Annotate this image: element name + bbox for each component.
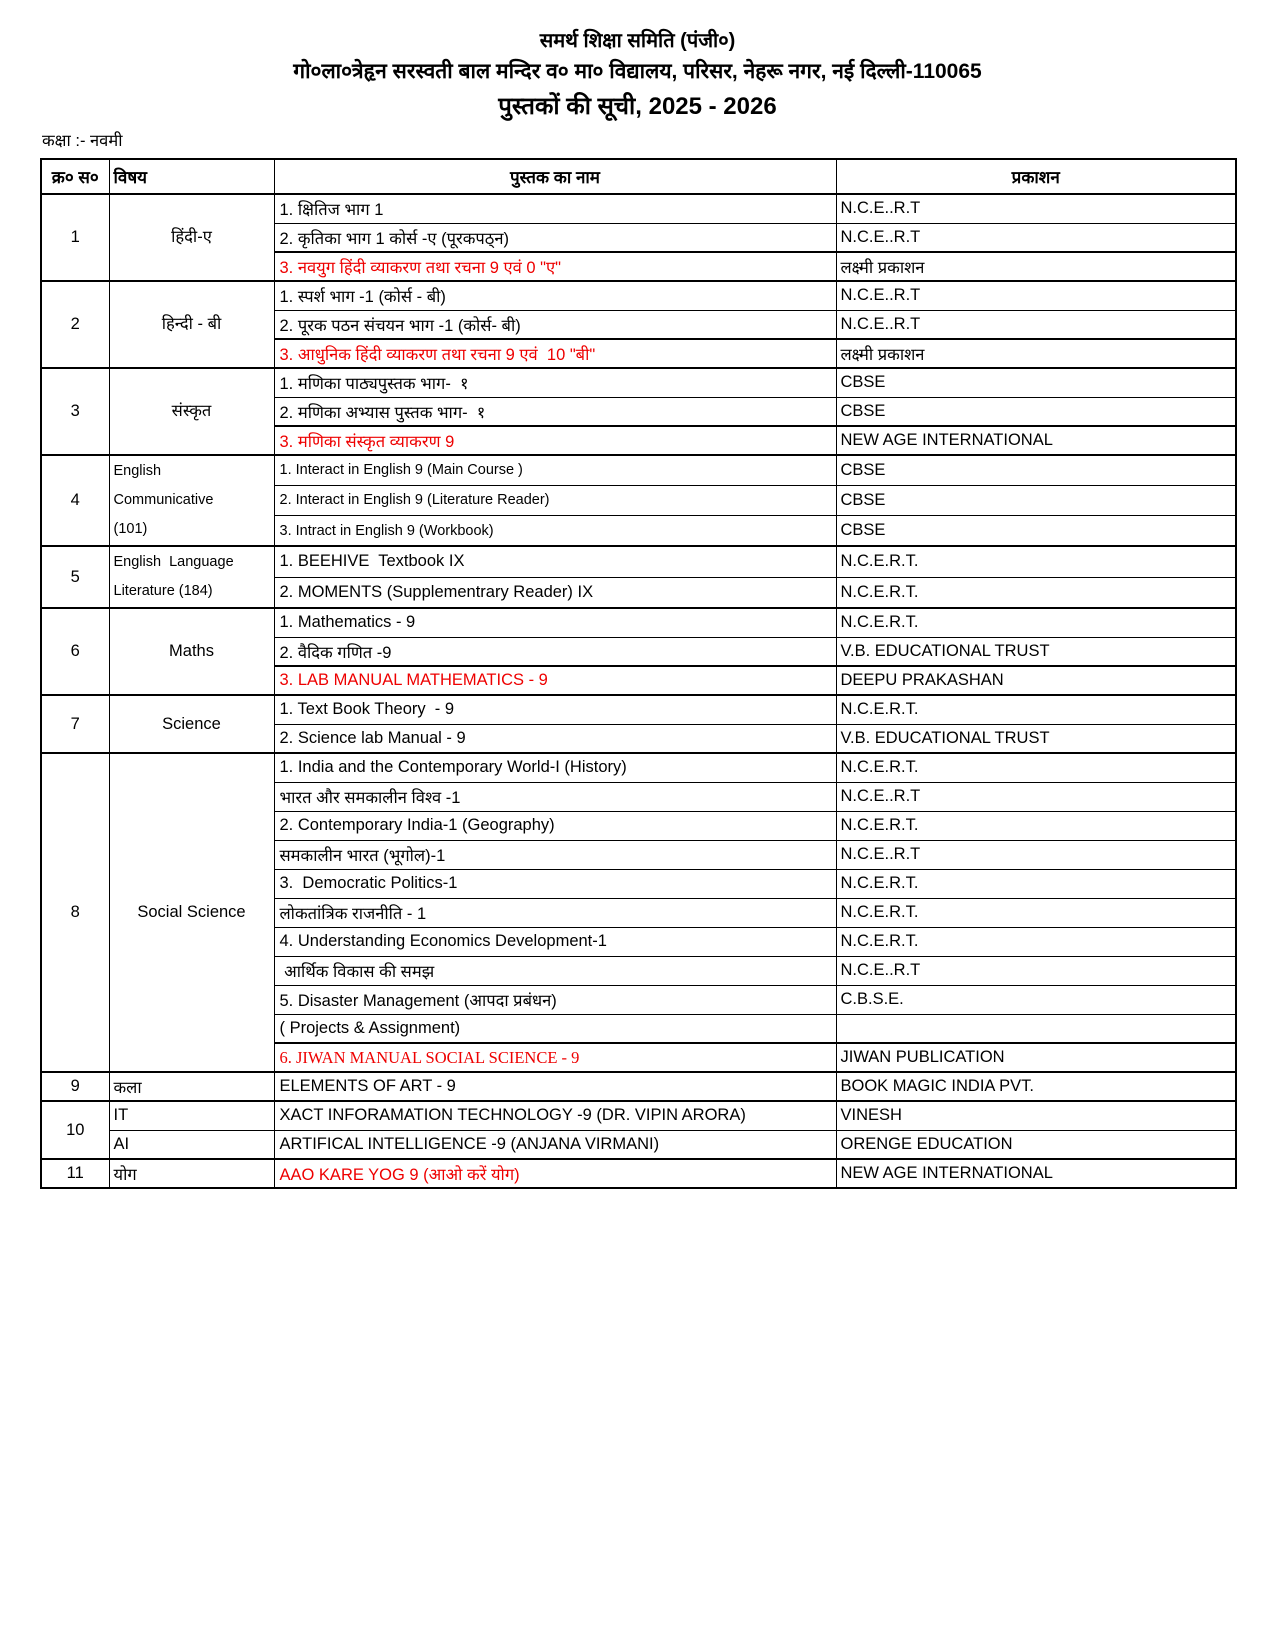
publisher-cell: VINESH <box>836 1101 1236 1130</box>
book-name-cell: लोकतांत्रिक राजनीति - 1 <box>274 898 836 927</box>
publisher-cell: CBSE <box>836 485 1236 515</box>
publisher-cell: N.C.E.R.T. <box>836 695 1236 724</box>
publisher-cell: NEW AGE INTERNATIONAL <box>836 1159 1236 1188</box>
serial-cell: 11 <box>41 1159 109 1188</box>
publisher-cell: N.C.E.R.T. <box>836 898 1236 927</box>
book-name-cell: 1. India and the Contemporary World-I (History) <box>274 753 836 782</box>
publisher-cell: N.C.E.R.T. <box>836 546 1236 577</box>
subject-line: हिन्दी - बी <box>161 315 222 333</box>
subject-line: English Language <box>113 554 234 570</box>
subject-line: (101) <box>113 521 148 537</box>
book-name-cell: ( Projects & Assignment) <box>274 1014 836 1043</box>
serial-cell: 2 <box>41 281 109 368</box>
publisher-cell <box>836 1014 1236 1043</box>
table-row <box>41 1072 1236 1101</box>
subject-cell: कला <box>109 1072 274 1101</box>
book-name-cell: 4. Understanding Economics Development-1 <box>274 927 836 956</box>
book-name-cell: ELEMENTS OF ART - 9 <box>274 1072 836 1101</box>
subject-line: Maths <box>169 642 214 660</box>
subject-cell <box>109 455 274 546</box>
table-row <box>41 1159 1236 1188</box>
header-row <box>41 159 1236 194</box>
subject-cell <box>109 281 274 368</box>
publisher-cell: N.C.E.R.T. <box>836 608 1236 637</box>
publisher-cell: V.B. EDUCATIONAL TRUST <box>836 637 1236 666</box>
serial-cell: 4 <box>41 455 109 546</box>
publisher-cell: BOOK MAGIC INDIA PVT. <box>836 1072 1236 1101</box>
publisher-cell: N.C.E.R.T. <box>836 927 1236 956</box>
publisher-cell: N.C.E..R.T <box>836 840 1236 869</box>
publisher-cell: N.C.E..R.T <box>836 956 1236 985</box>
publisher-cell: N.C.E.R.T. <box>836 577 1236 608</box>
subject-line: Social Science <box>137 903 246 921</box>
subject-line: हिंदी-ए <box>171 228 212 246</box>
table-row <box>41 281 1236 310</box>
document-title: पुस्तकों की सूची, 2025 - 2026 <box>498 93 777 120</box>
book-name-cell: 1. स्पर्श भाग -1 (कोर्स - बी) <box>274 281 836 310</box>
book-name-cell: 2. Contemporary India-1 (Geography) <box>274 811 836 840</box>
publisher-cell: लक्ष्मी प्रकाशन <box>836 339 1236 368</box>
publisher-cell: CBSE <box>836 368 1236 397</box>
book-name-cell: 3. LAB MANUAL MATHEMATICS - 9 <box>274 666 836 695</box>
book-name-cell: 1. मणिका पाठ्यपुस्तक भाग- १ <box>274 368 836 397</box>
table-row <box>41 753 1236 782</box>
table-row <box>41 546 1236 577</box>
publisher-cell: N.C.E..R.T <box>836 194 1236 223</box>
table-row <box>41 608 1236 637</box>
serial-cell: 10 <box>41 1101 109 1159</box>
serial-cell: 5 <box>41 546 109 608</box>
book-name-cell: 5. Disaster Management (आपदा प्रबंधन) <box>274 985 836 1014</box>
publisher-cell: N.C.E..R.T <box>836 223 1236 252</box>
serial-cell: 3 <box>41 368 109 455</box>
book-name-cell: 1. Text Book Theory - 9 <box>274 695 836 724</box>
subject-cell <box>109 194 274 281</box>
publisher-cell: लक्ष्मी प्रकाशन <box>836 252 1236 281</box>
serial-cell: 7 <box>41 695 109 753</box>
book-name-cell: भारत और समकालीन विश्व -1 <box>274 782 836 811</box>
table-body <box>41 194 1236 1188</box>
table-row <box>41 194 1236 223</box>
subject-line: Literature (184) <box>113 583 213 599</box>
publisher-cell: N.C.E.R.T. <box>836 811 1236 840</box>
publisher-cell: ORENGE EDUCATION <box>836 1130 1236 1159</box>
book-name-cell: AAO KARE YOG 9 (आओ करें योग) <box>274 1159 836 1188</box>
column-header: पुस्तक का नाम <box>274 159 836 194</box>
book-name-cell: 1. BEEHIVE Textbook IX <box>274 546 836 577</box>
table-row <box>41 455 1236 485</box>
subject-line: संस्कृत <box>171 402 212 420</box>
serial-cell: 1 <box>41 194 109 281</box>
book-name-cell: 1. क्षितिज भाग 1 <box>274 194 836 223</box>
table-row <box>41 368 1236 397</box>
book-name-cell: समकालीन भारत (भूगोल)-1 <box>274 840 836 869</box>
book-name-cell: 2. वैदिक गणित -9 <box>274 637 836 666</box>
school-address-line: गो०ला०त्रेहृन सरस्वती बाल मन्दिर व० मा० विद्यालय, परिसर, नेहरू नगर, नई दिल्ली-110065 <box>293 60 982 83</box>
book-name-cell: 3. मणिका संस्कृत व्याकरण 9 <box>274 426 836 455</box>
publisher-cell: V.B. EDUCATIONAL TRUST <box>836 724 1236 753</box>
table-header <box>41 159 1236 194</box>
column-header: विषय <box>109 159 274 194</box>
publisher-cell: N.C.E.R.T. <box>836 753 1236 782</box>
class-label: कक्षा :- नवमी <box>42 132 123 150</box>
organization-name: समर्थ शिक्षा समिति (पंजी०) <box>539 30 736 52</box>
publisher-cell: CBSE <box>836 516 1236 546</box>
book-name-cell: 6. JIWAN MANUAL SOCIAL SCIENCE - 9 <box>274 1043 836 1072</box>
subject-cell <box>109 368 274 455</box>
publisher-cell: N.C.E..R.T <box>836 281 1236 310</box>
publisher-cell: N.C.E..R.T <box>836 310 1236 339</box>
book-name-cell: 3. नवयुग हिंदी व्याकरण तथा रचना 9 एवं 0 "ए" <box>274 252 836 281</box>
subject-cell: योग <box>109 1159 274 1188</box>
publisher-cell: JIWAN PUBLICATION <box>836 1043 1236 1072</box>
subject-cell <box>109 753 274 1072</box>
publisher-cell: N.C.E..R.T <box>836 782 1236 811</box>
document-header <box>0 0 1275 122</box>
publisher-cell: C.B.S.E. <box>836 985 1236 1014</box>
column-header: क्र० स० <box>41 159 109 194</box>
table-row <box>41 695 1236 724</box>
book-name-cell: XACT INFORAMATION TECHNOLOGY -9 (DR. VIPIN ARORA) <box>274 1101 836 1130</box>
subject-cell <box>109 546 274 608</box>
table-row <box>41 1101 1236 1130</box>
book-name-cell: आर्थिक विकास की समझ <box>274 956 836 985</box>
book-name-cell: ARTIFICAL INTELLIGENCE -9 (ANJANA VIRMANI) <box>274 1130 836 1159</box>
column-header: प्रकाशन <box>836 159 1236 194</box>
book-name-cell: 1. Interact in English 9 (Main Course ) <box>274 455 836 485</box>
publisher-cell: DEEPU PRAKASHAN <box>836 666 1236 695</box>
book-name-cell: 2. MOMENTS (Supplementrary Reader) IX <box>274 577 836 608</box>
serial-cell: 6 <box>41 608 109 695</box>
subject-cell <box>109 695 274 753</box>
book-name-cell: 2. पूरक पठन संचयन भाग -1 (कोर्स- बी) <box>274 310 836 339</box>
subject-cell: IT <box>109 1101 274 1130</box>
book-name-cell: 3. आधुनिक हिंदी व्याकरण तथा रचना 9 एवं 10 "बी" <box>274 339 836 368</box>
publisher-cell: NEW AGE INTERNATIONAL <box>836 426 1236 455</box>
subject-cell <box>109 608 274 695</box>
book-name-cell: 1. Mathematics - 9 <box>274 608 836 637</box>
serial-cell: 8 <box>41 753 109 1072</box>
book-name-cell: 2. Science lab Manual - 9 <box>274 724 836 753</box>
subject-line: Communicative <box>113 492 214 508</box>
book-name-cell: 2. मणिका अभ्यास पुस्तक भाग- १ <box>274 397 836 426</box>
publisher-cell: N.C.E.R.T. <box>836 869 1236 898</box>
publisher-cell: CBSE <box>836 397 1236 426</box>
subject-line: English <box>113 463 162 479</box>
subject-cell: AI <box>109 1130 274 1159</box>
serial-cell: 9 <box>41 1072 109 1101</box>
book-name-cell: 3. Democratic Politics-1 <box>274 869 836 898</box>
subject-line: Science <box>162 714 221 733</box>
table-row <box>41 1130 1236 1159</box>
publisher-cell: CBSE <box>836 455 1236 485</box>
book-name-cell: 2. कृतिका भाग 1 कोर्स -ए (पूरकपठ्न) <box>274 223 836 252</box>
book-name-cell: 3. Intract in English 9 (Workbook) <box>274 516 836 546</box>
book-name-cell: 2. Interact in English 9 (Literature Reader) <box>274 485 836 515</box>
book-list-table <box>40 158 1237 1189</box>
